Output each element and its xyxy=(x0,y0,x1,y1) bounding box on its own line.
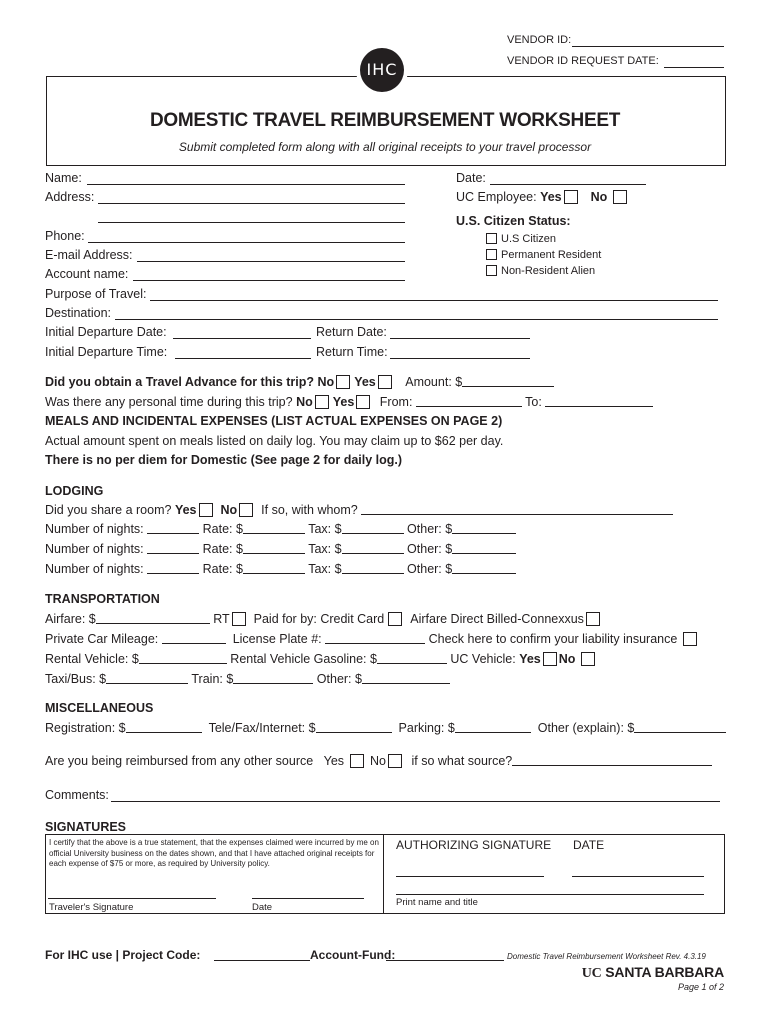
credit-card-checkbox[interactable] xyxy=(388,612,402,626)
advance-amount-label: Amount: $ xyxy=(405,375,463,389)
rate-label: Rate: $ xyxy=(202,542,243,556)
departure-time-field[interactable] xyxy=(175,358,311,359)
lodging-heading: LODGING xyxy=(45,484,104,498)
license-plate-field[interactable] xyxy=(325,632,425,644)
comments-label: Comments: xyxy=(45,788,109,802)
phone-field[interactable] xyxy=(88,242,405,243)
date-label: Date: xyxy=(456,171,486,185)
account-name-field[interactable] xyxy=(133,280,405,281)
return-date-label: Return Date: xyxy=(316,325,387,339)
personal-time-row xyxy=(45,395,653,409)
phone-label: Phone: xyxy=(45,229,85,243)
what-source-label: if so what source? xyxy=(411,754,513,768)
other-label: Other: $ xyxy=(407,562,453,576)
tax-field[interactable] xyxy=(342,562,404,574)
departure-date-field[interactable] xyxy=(173,338,311,339)
share-room-yes-label: Yes xyxy=(174,503,197,517)
tax-field[interactable] xyxy=(342,522,404,534)
advance-no-checkbox[interactable] xyxy=(336,375,350,389)
rental-vehicle-field[interactable] xyxy=(139,652,227,664)
liability-checkbox[interactable] xyxy=(683,632,697,646)
citizen-option-nonresident[interactable] xyxy=(484,265,595,277)
page-title: DOMESTIC TRAVEL REIMBURSEMENT WORKSHEET xyxy=(150,110,620,131)
advance-row xyxy=(45,375,554,389)
rate-field[interactable] xyxy=(243,522,305,534)
uc-employee-row xyxy=(456,190,633,204)
uc-vehicle-yes-checkbox[interactable] xyxy=(543,652,557,666)
advance-yes-label: Yes xyxy=(354,375,376,389)
nights-label: Number of nights: xyxy=(45,542,144,556)
personal-time-yes-label: Yes xyxy=(332,395,355,409)
account-fund-field[interactable] xyxy=(386,960,504,961)
personal-time-no-checkbox[interactable] xyxy=(315,395,329,409)
lodging-row-3 xyxy=(45,562,516,576)
ihc-logo: IHC xyxy=(360,48,404,92)
permanent-resident-checkbox[interactable] xyxy=(486,249,497,260)
purpose-label: Purpose of Travel: xyxy=(45,287,147,301)
project-code-field[interactable] xyxy=(214,960,310,961)
parking-field[interactable] xyxy=(455,721,531,733)
uc-vehicle-yes-label: Yes xyxy=(519,652,541,666)
other-source-question: Are you being reimbursed from any other source xyxy=(45,754,314,768)
with-whom-label: If so, with whom? xyxy=(261,503,358,517)
parking-label: Parking: $ xyxy=(398,721,455,735)
authorizing-signature-field[interactable] xyxy=(396,876,544,877)
citizen-option-permanent[interactable] xyxy=(484,249,601,261)
personal-time-no-label: No xyxy=(296,395,313,409)
signatures-heading: SIGNATURES xyxy=(45,820,127,834)
address-field-1[interactable] xyxy=(98,203,405,204)
other-source-no-checkbox[interactable] xyxy=(388,754,402,768)
account-fund-label: Account-Fund: xyxy=(310,948,396,962)
rt-checkbox[interactable] xyxy=(232,612,246,626)
personal-time-yes-checkbox[interactable] xyxy=(356,395,370,409)
uc-employee-yes-label: Yes xyxy=(540,190,562,204)
registration-label: Registration: $ xyxy=(45,721,126,735)
traveler-date-field[interactable] xyxy=(252,898,364,899)
email-field[interactable] xyxy=(137,261,405,262)
non-resident-alien-label: Non-Resident Alien xyxy=(501,265,596,277)
vendor-id-request-date-field[interactable] xyxy=(664,67,724,68)
other-source-row xyxy=(45,754,712,768)
uc-vehicle-no-label: No xyxy=(558,652,576,666)
lodging-row-2 xyxy=(45,542,516,556)
revision-label: Domestic Travel Reimbursement Worksheet Rev. 4.3.19 xyxy=(507,952,706,961)
return-time-field[interactable] xyxy=(390,358,530,359)
taxi-field[interactable] xyxy=(106,672,188,684)
nights-field[interactable] xyxy=(147,522,199,534)
rate-field[interactable] xyxy=(243,562,305,574)
us-citizen-checkbox[interactable] xyxy=(486,233,497,244)
uc-employee-no-label: No xyxy=(590,190,608,204)
address-label: Address: xyxy=(45,190,95,204)
return-date-field[interactable] xyxy=(390,338,530,339)
airfare-label: Airfare: $ xyxy=(45,612,96,626)
misc-heading: MISCELLANEOUS xyxy=(45,701,154,715)
tax-label: Tax: $ xyxy=(308,522,342,536)
rental-row xyxy=(45,652,601,666)
account-name-label: Account name: xyxy=(45,267,129,281)
address-field-2[interactable] xyxy=(98,222,405,223)
signatures-divider xyxy=(383,834,384,914)
comments-field[interactable] xyxy=(111,801,720,802)
mileage-row xyxy=(45,632,703,646)
tax-label: Tax: $ xyxy=(308,542,342,556)
rental-gasoline-label: Rental Vehicle Gasoline: $ xyxy=(230,652,377,666)
page-number: Page 1 of 2 xyxy=(677,982,724,992)
rental-gasoline-field[interactable] xyxy=(377,652,447,664)
with-whom-field[interactable] xyxy=(361,503,673,515)
personal-time-question: Was there any personal time during this trip? xyxy=(45,395,293,409)
rate-field[interactable] xyxy=(243,542,305,554)
departure-date-label: Initial Departure Date: xyxy=(45,325,167,339)
share-room-no-checkbox[interactable] xyxy=(239,503,253,517)
uc-employee-yes-checkbox[interactable] xyxy=(564,190,578,204)
advance-no-label: No xyxy=(317,375,335,389)
misc-other-label: Other (explain): $ xyxy=(537,721,635,735)
paid-by-label: Paid for by: Credit Card xyxy=(253,612,385,626)
license-plate-label: License Plate #: xyxy=(232,632,322,646)
taxi-label: Taxi/Bus: $ xyxy=(45,672,107,686)
other-source-yes-label: Yes xyxy=(323,754,345,768)
share-room-row xyxy=(45,503,673,517)
name-field[interactable] xyxy=(87,184,405,185)
destination-label: Destination: xyxy=(45,306,112,320)
other-field[interactable] xyxy=(452,522,516,534)
meals-line-1: Actual amount spent on meals listed on daily log. You may claim up to $62 per day. xyxy=(45,434,504,448)
us-citizen-label: U.S Citizen xyxy=(501,233,557,245)
mileage-field[interactable] xyxy=(162,632,226,644)
what-source-field[interactable] xyxy=(512,754,712,766)
direct-billed-checkbox[interactable] xyxy=(586,612,600,626)
other-source-no-label: No xyxy=(370,754,387,768)
vendor-id-field[interactable] xyxy=(572,46,724,47)
uc-vehicle-label: UC Vehicle: xyxy=(450,652,516,666)
certification-text: I certify that the above is a true statement, that the expenses claimed were incurred by me on official University business on the dates shown, and that I have attached original receipts for each expense of $75 or more, as required by University policy. xyxy=(49,838,379,868)
other-label: Other: $ xyxy=(407,542,453,556)
advance-yes-checkbox[interactable] xyxy=(378,375,392,389)
advance-amount-field[interactable] xyxy=(462,375,554,387)
personal-time-to-field[interactable] xyxy=(545,395,653,407)
uc-prefix: UC xyxy=(581,966,602,981)
share-room-yes-checkbox[interactable] xyxy=(199,503,213,517)
nights-field[interactable] xyxy=(147,542,199,554)
share-room-no-label: No xyxy=(220,503,238,517)
traveler-signature-field[interactable] xyxy=(48,898,216,899)
registration-field[interactable] xyxy=(126,721,202,733)
airfare-row xyxy=(45,612,606,626)
authorizing-signature-label: AUTHORIZING SIGNATURE xyxy=(396,838,552,852)
ucsb-wordmark xyxy=(582,964,724,982)
other-label: Other: $ xyxy=(407,522,453,536)
citizen-status-label: U.S. Citizen Status: xyxy=(456,214,571,228)
liability-label: Check here to confirm your liability insurance xyxy=(428,632,678,646)
name-label: Name: xyxy=(45,171,82,185)
email-label: E-mail Address: xyxy=(45,248,133,262)
return-time-label: Return Time: xyxy=(316,345,388,359)
uc-vehicle-no-checkbox[interactable] xyxy=(581,652,595,666)
uc-employee-no-checkbox[interactable] xyxy=(613,190,627,204)
other-field[interactable] xyxy=(452,542,516,554)
departure-time-label: Initial Departure Time: xyxy=(45,345,168,359)
taxi-row xyxy=(45,672,450,686)
transport-other-label: Other: $ xyxy=(316,672,362,686)
ihc-use-label: For IHC use | Project Code: xyxy=(45,948,201,962)
tax-label: Tax: $ xyxy=(308,562,342,576)
personal-time-from-field[interactable] xyxy=(416,395,522,407)
non-resident-alien-checkbox[interactable] xyxy=(486,265,497,276)
personal-time-to-label: To: xyxy=(525,395,542,409)
rt-label: RT xyxy=(213,612,230,626)
tele-label: Tele/Fax/Internet: $ xyxy=(208,721,316,735)
nights-label: Number of nights: xyxy=(45,522,144,536)
meals-line-2: There is no per diem for Domestic (See page 2 for daily log.) xyxy=(45,453,403,467)
traveler-signature-label: Traveler's Signature xyxy=(49,902,134,913)
other-field[interactable] xyxy=(452,562,516,574)
uc-employee-label: UC Employee: xyxy=(456,190,537,204)
transportation-heading: TRANSPORTATION xyxy=(45,592,160,606)
page-subtitle: Submit completed form along with all original receipts to your travel processor xyxy=(178,140,592,154)
nights-field[interactable] xyxy=(147,562,199,574)
traveler-date-label: Date xyxy=(252,902,273,913)
permanent-resident-label: Permanent Resident xyxy=(501,249,602,261)
personal-time-from-label: From: xyxy=(379,395,413,409)
lodging-row-1 xyxy=(45,522,516,536)
rate-label: Rate: $ xyxy=(202,562,243,576)
print-name-label: Print name and title xyxy=(396,897,478,908)
tax-field[interactable] xyxy=(342,542,404,554)
authorizing-date-label: DATE xyxy=(573,838,605,852)
authorizing-date-field[interactable] xyxy=(572,876,704,877)
advance-question: Did you obtain a Travel Advance for this trip? xyxy=(45,375,315,389)
share-room-question: Did you share a room? xyxy=(45,503,172,517)
rental-vehicle-label: Rental Vehicle: $ xyxy=(45,652,139,666)
nights-label: Number of nights: xyxy=(45,562,144,576)
misc-row xyxy=(45,721,726,735)
meals-heading: MEALS AND INCIDENTAL EXPENSES (LIST ACTUAL EXPENSES ON PAGE 2) xyxy=(45,414,503,428)
rate-label: Rate: $ xyxy=(202,522,243,536)
airfare-field[interactable] xyxy=(96,612,210,624)
vendor-id-label: VENDOR ID: xyxy=(507,34,572,46)
date-field[interactable] xyxy=(490,184,646,185)
citizen-option-us[interactable] xyxy=(484,233,556,245)
vendor-id-request-date-label: VENDOR ID REQUEST DATE: xyxy=(507,55,659,67)
other-source-yes-checkbox[interactable] xyxy=(350,754,364,768)
purpose-field[interactable] xyxy=(150,300,718,301)
misc-other-field[interactable] xyxy=(634,721,726,733)
train-label: Train: $ xyxy=(191,672,234,686)
train-field[interactable] xyxy=(233,672,313,684)
direct-billed-label: Airfare Direct Billed-Connexxus xyxy=(410,612,584,626)
transport-other-field[interactable] xyxy=(362,672,450,684)
university-name: SANTA BARBARA xyxy=(605,964,724,980)
mileage-label: Private Car Mileage: xyxy=(45,632,159,646)
tele-field[interactable] xyxy=(316,721,392,733)
print-name-field[interactable] xyxy=(396,894,704,895)
destination-field[interactable] xyxy=(115,319,718,320)
